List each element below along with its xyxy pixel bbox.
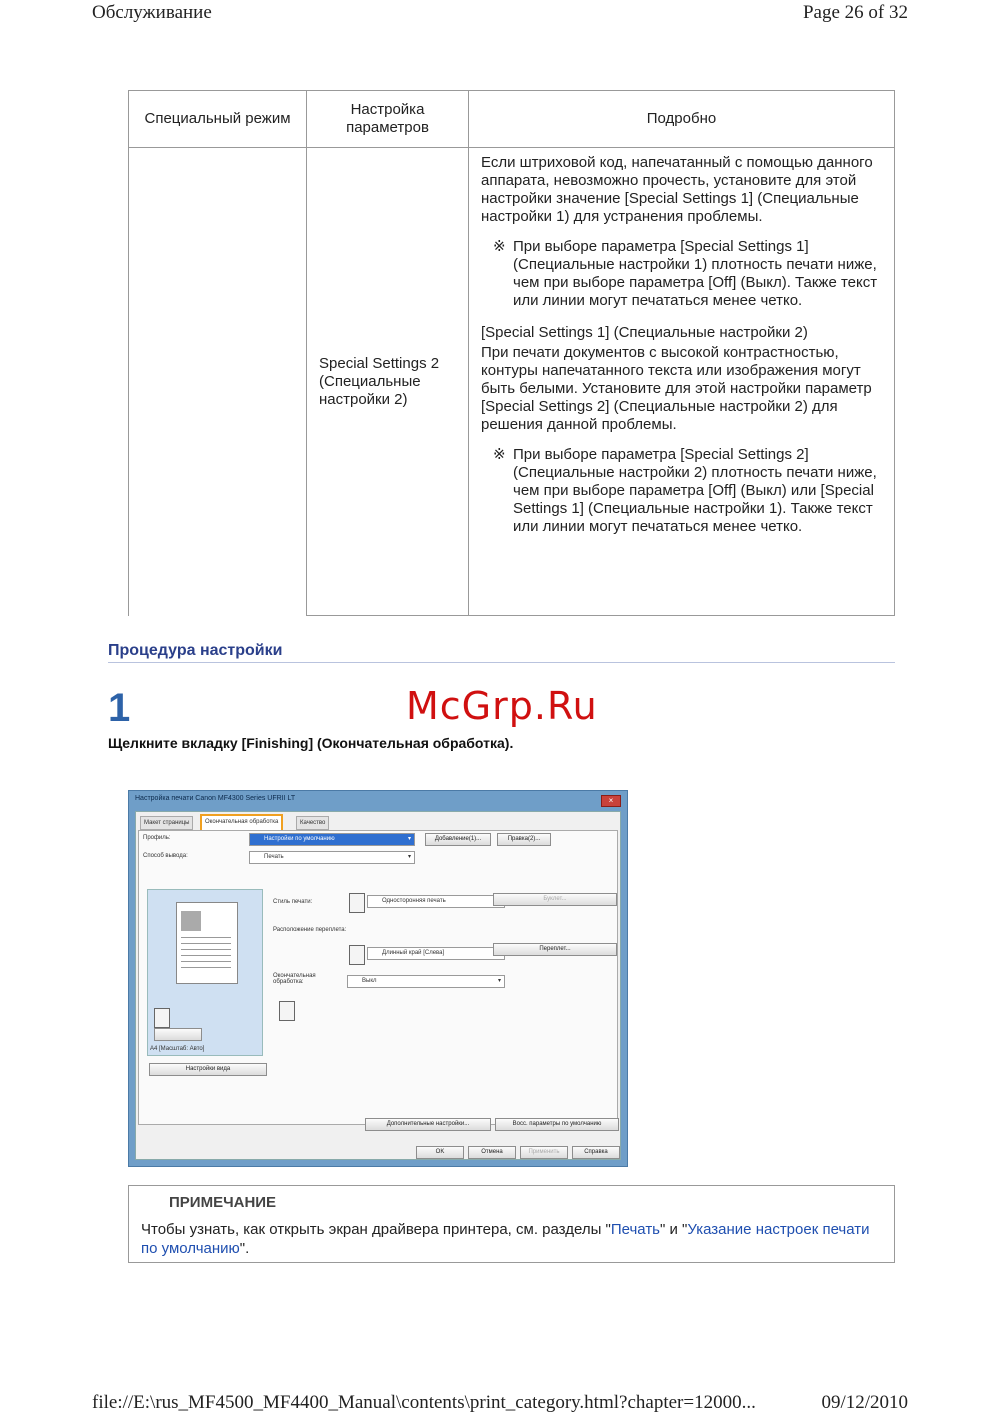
booklet-button[interactable]: Буклет... bbox=[493, 893, 617, 906]
finishing-printer-icon bbox=[279, 1001, 295, 1021]
paper-info: A4 [Масштаб: Авто] bbox=[150, 1046, 205, 1052]
detail-note-2: ※ При выборе параметра [Special Settings 2] (Специальные настройки 2) плотность печати ниже, чем при выборе параметра [Off] (Выкл) или [Special Settings 1] (Специальные настройки 1). Также текст или линии могут печататься менее четко. bbox=[493, 446, 877, 535]
profile-select[interactable]: Настройки по умолчанию ▾ bbox=[249, 833, 415, 846]
procedure-title: Процедура настройки bbox=[108, 642, 283, 659]
note-title: ПРИМЕЧАНИЕ bbox=[169, 1194, 277, 1211]
profile-label: Профиль: bbox=[143, 835, 171, 841]
cell-detail bbox=[469, 148, 895, 616]
dialog-body bbox=[135, 811, 621, 1160]
binding-location-select[interactable]: Длинный край [Слева] bbox=[367, 947, 505, 960]
table-row bbox=[129, 148, 895, 616]
dialog-title: Настройка печати Canon MF4300 Series UFRII LT bbox=[135, 795, 296, 802]
footer-file-path: file://E:\rus_MF4500_MF4400_Manual\contents\print_category.html?chapter=12000... bbox=[92, 1392, 756, 1413]
note-mark-icon: ※ bbox=[493, 238, 506, 255]
footer-date: 09/12/2010 bbox=[821, 1392, 908, 1413]
help-button[interactable]: Справка bbox=[572, 1146, 620, 1159]
print-style-label: Стиль печати: bbox=[273, 899, 313, 905]
restore-defaults-button[interactable]: Восс. параметры по умолчанию bbox=[495, 1118, 619, 1131]
tab-panel bbox=[138, 830, 618, 1125]
binding-location-label: Расположение переплета: bbox=[273, 927, 347, 933]
cell-mode bbox=[129, 148, 307, 616]
ok-button[interactable]: OK bbox=[416, 1146, 464, 1159]
col-header-setting: Настройка параметров bbox=[307, 91, 469, 148]
detail-note-1: ※ При выборе параметра [Special Settings 1] (Специальные настройки 1) плотность печати ниже, чем при выборе параметра [Off] (Выкл). Также текст или линии могут печататься менее четко. bbox=[493, 238, 878, 309]
finishing-label: Окончательная обработка: bbox=[273, 973, 316, 985]
preview-sheet bbox=[176, 902, 238, 984]
output-method-select[interactable]: Печать ▾ bbox=[249, 851, 415, 864]
close-icon[interactable]: × bbox=[601, 795, 621, 807]
finishing-select[interactable]: Выкл ▾ bbox=[347, 975, 505, 988]
col-header-mode: Специальный режим bbox=[129, 91, 307, 148]
cancel-button[interactable]: Отмена bbox=[468, 1146, 516, 1159]
col-header-detail: Подробно bbox=[469, 91, 895, 148]
settings-table bbox=[128, 90, 895, 616]
edit-profile-button[interactable]: Правка(2)... bbox=[497, 833, 551, 846]
output-method-label: Способ вывода: bbox=[143, 853, 188, 859]
header-page-number: Page 26 of 32 bbox=[802, 2, 908, 23]
note-box bbox=[128, 1185, 895, 1263]
tab-finishing[interactable]: Окончательная обработка bbox=[200, 814, 283, 832]
link-default-settings[interactable]: Указание настроек печати по умолчанию bbox=[141, 1221, 870, 1257]
table-header-row bbox=[129, 91, 895, 148]
add-profile-button[interactable]: Добавление(1)... bbox=[425, 833, 491, 846]
tab-quality[interactable]: Качество bbox=[296, 816, 329, 830]
binding-icon bbox=[349, 945, 365, 965]
gutter-button[interactable]: Переплет... bbox=[493, 943, 617, 956]
print-style-select[interactable]: Односторонняя печать bbox=[367, 895, 505, 908]
advanced-settings-button[interactable]: Дополнительные настройки... bbox=[365, 1118, 491, 1131]
watermark: McGrp.Ru bbox=[406, 684, 598, 728]
detail-paragraph-2-title: [Special Settings 1] (Специальные настройки 2) bbox=[481, 324, 808, 341]
print-style-icon bbox=[349, 893, 365, 913]
apply-button[interactable]: Применить bbox=[520, 1146, 568, 1159]
tab-page-layout[interactable]: Макет страницы bbox=[140, 816, 193, 830]
header-section-title: Обслуживание bbox=[92, 2, 212, 23]
printer-icon bbox=[154, 1008, 170, 1028]
page-preview bbox=[147, 889, 263, 1056]
view-settings-button[interactable]: Настройки вида bbox=[149, 1063, 267, 1076]
note-mark-icon: ※ bbox=[493, 446, 506, 463]
preview-mode-button[interactable] bbox=[154, 1028, 202, 1041]
section-divider bbox=[108, 662, 895, 663]
printer-dialog-screenshot bbox=[128, 790, 628, 1167]
link-print[interactable]: Печать bbox=[610, 1221, 660, 1238]
cell-setting: Special Settings 2 (Специальные настройки 2) bbox=[307, 148, 469, 616]
detail-paragraph-2: При печати документов с высокой контрастностью, контуры напечатанного текста или изображения могут быть белыми. Установите для этой настройки параметр [Special Settings 2] (Специальные настройки 2) для решения данной проблемы. bbox=[481, 344, 872, 433]
note-text: Чтобы узнать, как открыть экран драйвера принтера, см. разделы "Печать" и "Указание настроек печати по умолчанию". bbox=[141, 1221, 870, 1257]
step-instruction: Щелкните вкладку [Finishing] (Окончательная обработка). bbox=[108, 735, 514, 751]
step-number: 1 bbox=[108, 686, 131, 730]
detail-paragraph-1: Если штриховой код, напечатанный с помощью данного аппарата, невозможно прочесть, установите для этой настройки значение [Special Settings 1] (Специальные настройки 1) для устранения проблемы. bbox=[481, 154, 873, 225]
